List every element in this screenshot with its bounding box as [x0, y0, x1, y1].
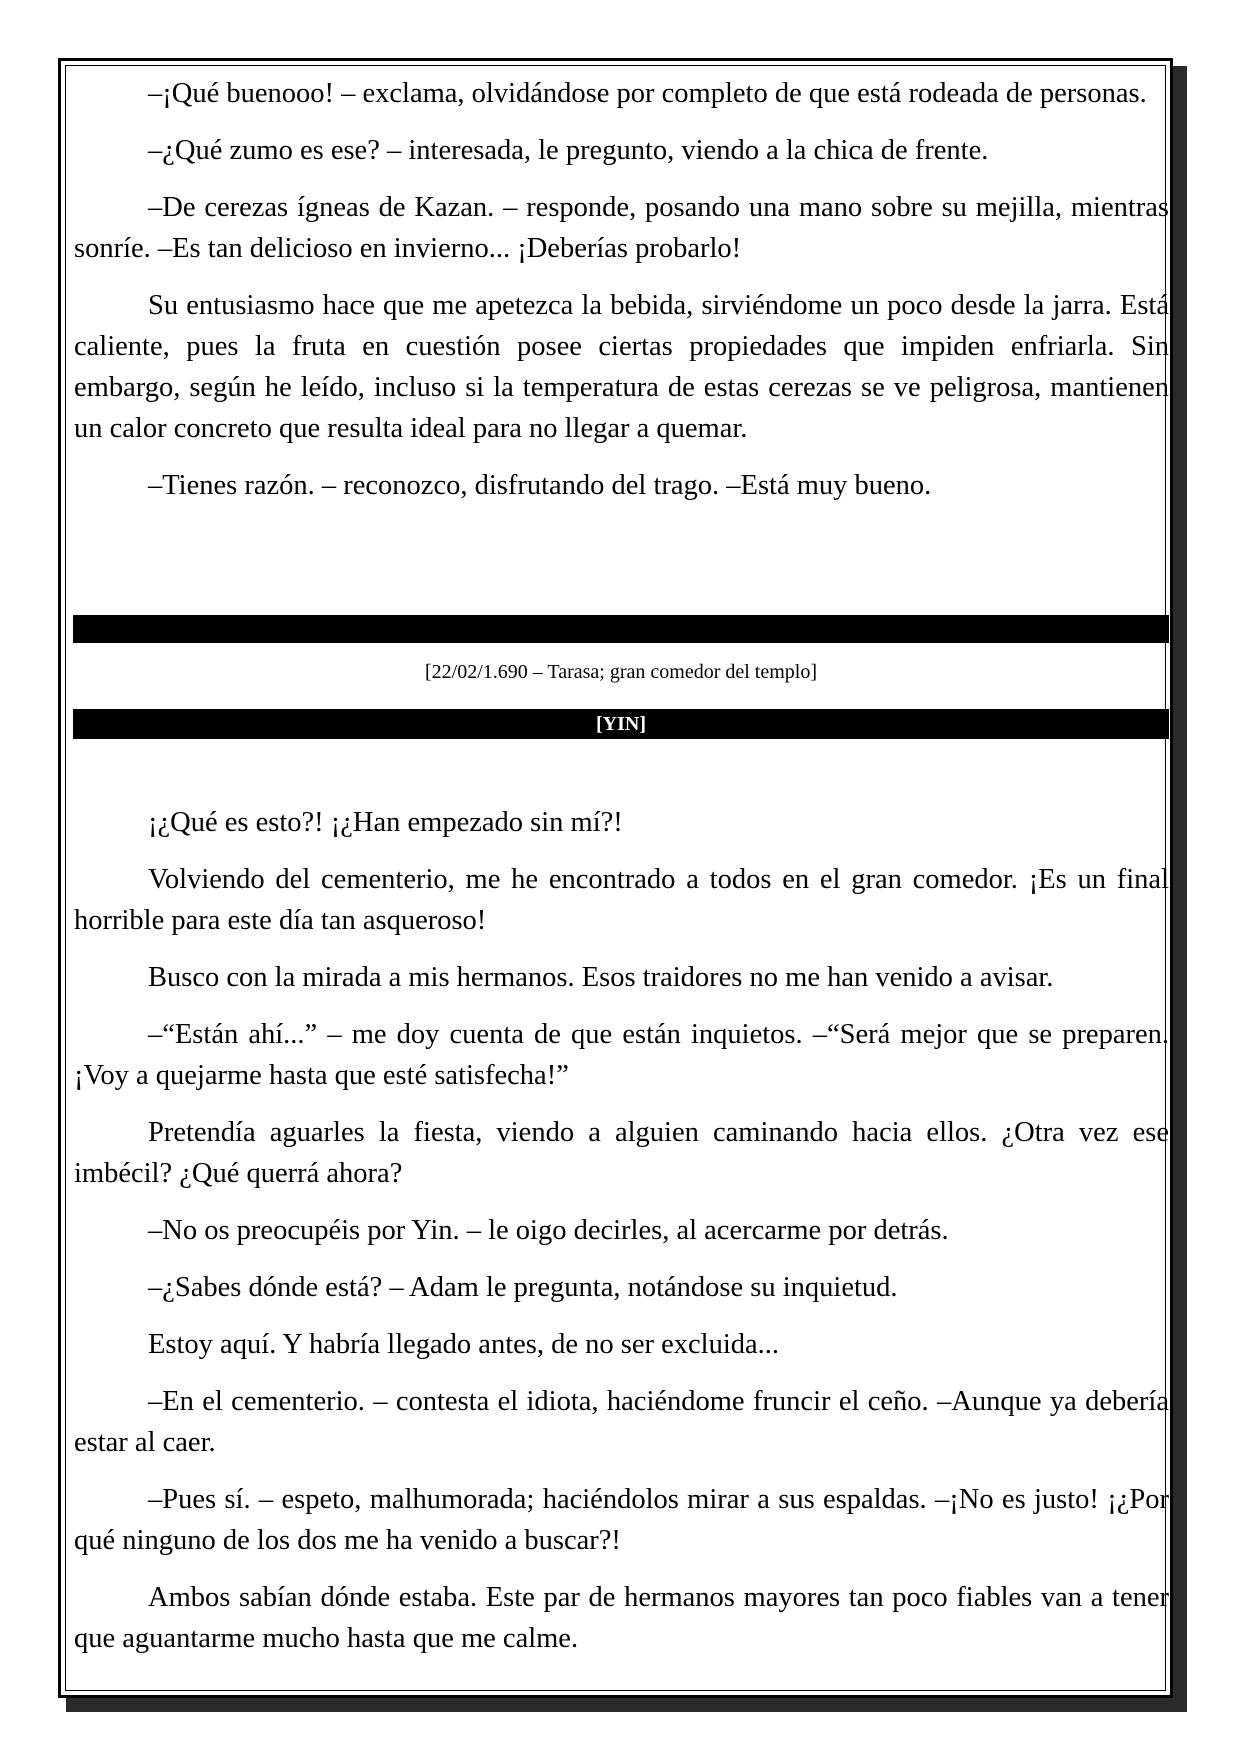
- paragraph: Su entusiasmo hace que me apetezca la bebida, sirviéndome un poco desde la jarra. Está caliente, pues la fruta en cuestión posee ciertas propiedades que impiden enfriarla. Sin embargo, según he leído, incluso si la temperatura de estas cerezas se ve peligrosa, mantienen un calor concreto que resulta ideal para no llegar a quemar.: [74, 290, 1169, 444]
- paragraph: –No os preocupéis por Yin. – le oigo decirles, al acercarme por detrás.: [148, 1215, 949, 1246]
- paragraph: –¡Qué buenooo! – exclama, olvidándose por completo de que está rodeada de personas.: [148, 78, 1147, 109]
- paragraph: –“Están ahí...” – me doy cuenta de que están inquietos. –“Será mejor que se preparen. ¡Voy a quejarme hasta que esté satisfecha!”: [74, 1019, 1169, 1091]
- paragraph: –¿Sabes dónde está? – Adam le pregunta, notándose su inquietud.: [148, 1272, 898, 1303]
- narrator-label-bar: [YIN]: [73, 709, 1169, 739]
- scene-divider-bar: [73, 615, 1169, 643]
- paragraph: –Pues sí. – espeto, malhumorada; haciéndolos mirar a sus espaldas. –¡No es justo! ¡¿Por qué ninguno de los dos me ha venido a buscar?!: [74, 1484, 1169, 1556]
- paragraph: Volviendo del cementerio, me he encontrado a todos en el gran comedor. ¡Es un final horrible para este día tan asqueroso!: [74, 864, 1169, 936]
- paragraph: Ambos sabían dónde estaba. Este par de hermanos mayores tan poco fiables van a tener que aguantarme mucho hasta que me calme.: [74, 1582, 1169, 1654]
- paragraph: Pretendía aguarles la fiesta, viendo a alguien caminando hacia ellos. ¿Otra vez ese imbécil? ¿Qué querrá ahora?: [74, 1117, 1169, 1189]
- paragraph: –Tienes razón. – reconozco, disfrutando del trago. –Está muy bueno.: [148, 470, 932, 501]
- paragraph: Estoy aquí. Y habría llegado antes, de no ser excluida...: [148, 1329, 780, 1360]
- section-one-text: [74, 73, 1169, 522]
- paragraph: –En el cementerio. – contesta el idiota, haciéndome fruncir el ceño. –Aunque ya debería estar al caer.: [74, 1386, 1169, 1458]
- section-two-text: [74, 802, 1169, 1675]
- paragraph: –¿Qué zumo es ese? – interesada, le pregunto, viendo a la chica de frente.: [148, 135, 989, 166]
- paragraph: Busco con la mirada a mis hermanos. Esos traidores no me han venido a avisar.: [148, 962, 1054, 993]
- paragraph: ¡¿Qué es esto?! ¡¿Han empezado sin mí?!: [148, 807, 623, 838]
- paragraph: –De cerezas ígneas de Kazan. – responde, posando una mano sobre su mejilla, mientras sonríe. –Es tan delicioso en invierno... ¡Deberías probarlo!: [74, 192, 1169, 264]
- scene-date-location: [22/02/1.690 – Tarasa; gran comedor del templo]: [424, 661, 817, 683]
